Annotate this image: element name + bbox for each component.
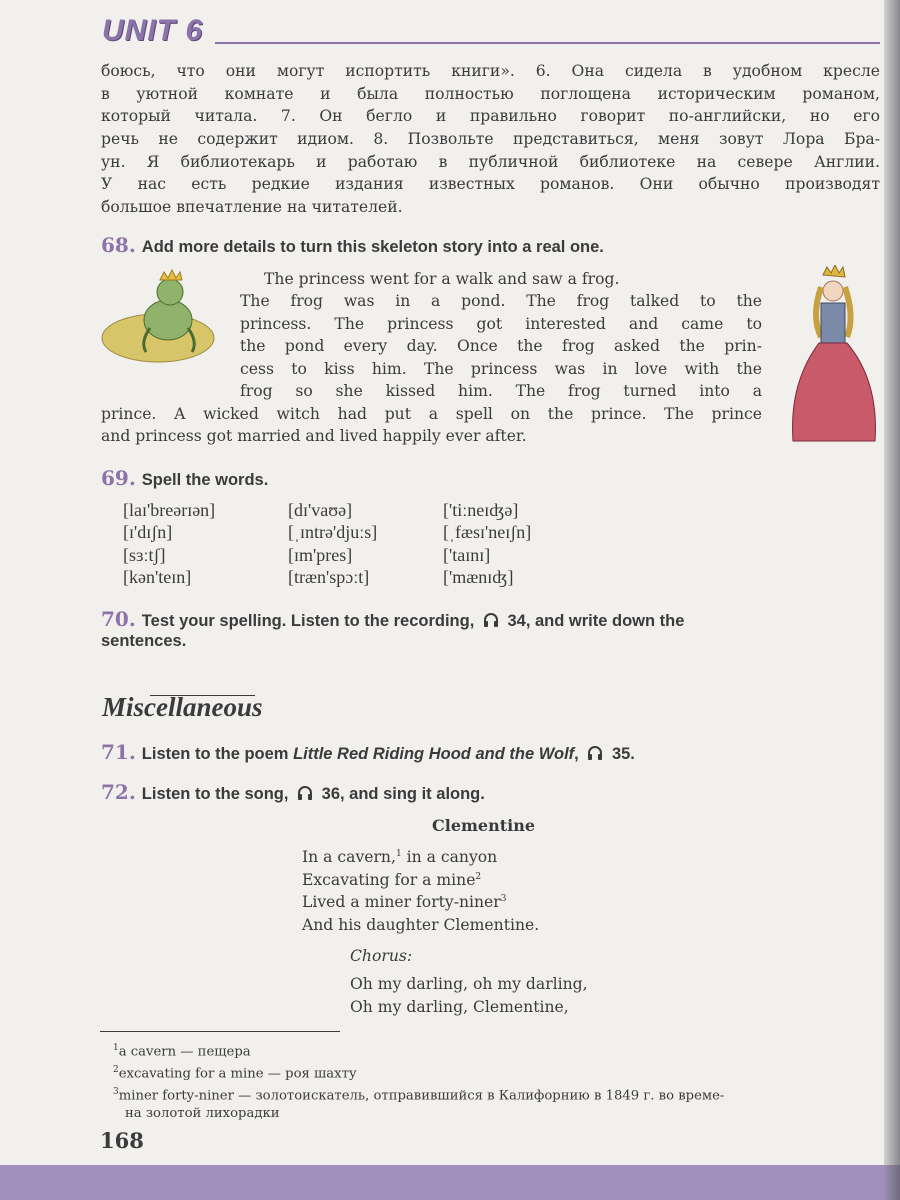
- page-number: 168: [100, 1128, 144, 1153]
- princess-illustration: [785, 265, 880, 445]
- verse-line: Excavating for a mine$^2$: [302, 871, 482, 889]
- instruction: Listen to the poem: [141, 745, 289, 763]
- text-line: речь не содержит идиом. 8. Позвольте представиться, меня зовут Лора Бра-: [101, 130, 880, 148]
- exercise-number: 68.: [101, 233, 136, 257]
- footnote: $^1$a cavern — пещера: [113, 1043, 251, 1060]
- transcription: [kən'teɪn]: [123, 567, 192, 587]
- instruction: 36, and sing it along.: [321, 785, 485, 803]
- instruction: 34, and write down the: [507, 612, 685, 630]
- verse-line: And his daughter Clementine.: [302, 916, 540, 934]
- exercise-70-heading: [101, 607, 684, 631]
- text-line: The frog was in a pond. The frog talked to the: [240, 292, 762, 310]
- footnote-continuation: на золотой лихорадки: [125, 1106, 280, 1121]
- poem-title: Little Red Riding Hood and the Wolf: [293, 745, 575, 763]
- text-line: the pond every day. Once the frog asked the prin-: [240, 337, 762, 355]
- text-line: боюсь, что они могут испортить книги». 6. Она сидела в удобном кресле: [101, 62, 880, 80]
- exercise-68-heading: [101, 233, 604, 257]
- text-line: princess. The princess got interested and came to: [240, 315, 762, 333]
- unit-label: UNIT 6: [102, 14, 204, 47]
- transcription: ['tiːneɪʤə]: [443, 500, 519, 520]
- chorus-line: Oh my darling, oh my darling,: [350, 975, 588, 993]
- transcription: [ɪm'pres]: [288, 545, 353, 565]
- transcription: ['taɪnɪ]: [443, 545, 491, 565]
- headphones-icon: [483, 612, 499, 628]
- text-line: and princess got married and lived happily ever after.: [101, 427, 527, 445]
- instruction: Listen to the song,: [141, 785, 289, 803]
- text-line: который читала. 7. Он бегло и правильно говорит по-английски, но его: [101, 107, 880, 125]
- punctuation: ,: [574, 745, 579, 763]
- exercise-number: 70.: [101, 607, 136, 631]
- instruction: Spell the words.: [141, 471, 269, 489]
- instruction: Add more details to turn this skeleton story into a real one.: [141, 238, 604, 256]
- footnote: $^2$excavating for a mine — роя шахту: [113, 1065, 357, 1082]
- section-title: Miscellaneous: [102, 692, 263, 722]
- transcription: [ɪ'dɪʃn]: [123, 522, 173, 542]
- transcription: ['mænɪʤ]: [443, 567, 514, 587]
- header-rule: [215, 42, 880, 44]
- footnote: $^3$miner forty-niner — золотоискатель, отправившийся в Калифорнию в 1849 г. во време-: [113, 1087, 725, 1104]
- transcription: [sɜːtʃ]: [123, 545, 166, 565]
- frog-illustration: [100, 268, 220, 368]
- headphones-icon: [297, 785, 313, 801]
- instruction: Test your spelling. Listen to the recording,: [141, 612, 475, 630]
- text-line: в уютной комнате и была полностью поглощена историческим романом,: [101, 85, 880, 103]
- footer-band: [0, 1165, 900, 1200]
- footnote-rule: [100, 1031, 340, 1032]
- transcription: [træn'spɔːt]: [288, 567, 370, 587]
- exercise-71-heading: [101, 740, 635, 764]
- chorus-label: Chorus:: [350, 947, 413, 965]
- transcription: [laɪ'breərɪən]: [123, 500, 216, 520]
- book-spine-shadow: [884, 0, 900, 1200]
- exercise-number: 69.: [101, 466, 136, 490]
- instruction-line: sentences.: [101, 632, 187, 650]
- text-line: prince. A wicked witch had put a spell on the prince. The prince: [101, 405, 762, 423]
- text-line: cess to kiss him. The princess was in love with the: [240, 360, 762, 378]
- exercise-69-heading: [101, 466, 268, 490]
- chorus-line: Oh my darling, Clementine,: [350, 998, 569, 1016]
- text-line: большое впечатление на читателей.: [101, 198, 403, 216]
- verse-line: In a cavern,$^1$ in a canyon: [302, 848, 498, 866]
- exercise-number: 72.: [101, 780, 136, 804]
- track-number: 35.: [611, 745, 635, 763]
- transcription: [ˌɪntrə'djuːs]: [288, 522, 378, 542]
- text-line: ун. Я библиотекарь и работаю в публичной библиотеке на севере Англии.: [101, 153, 880, 171]
- exercise-number: 71.: [101, 740, 136, 764]
- verse-line: Lived a miner forty-niner$^3$: [302, 893, 507, 911]
- transcription: [ˌfæsɪ'neɪʃn]: [443, 522, 532, 542]
- text-line: frog so she kissed him. The frog turned into a: [240, 382, 762, 400]
- exercise-72-heading: [101, 780, 485, 804]
- transcription: [dɪ'vaʊə]: [288, 500, 353, 520]
- text-line: У нас есть редкие издания известных романов. Они обычно производят: [101, 175, 880, 193]
- song-title: Clementine: [432, 816, 536, 835]
- headphones-icon: [587, 745, 603, 761]
- text-line: The princess went for a walk and saw a frog.: [264, 270, 620, 288]
